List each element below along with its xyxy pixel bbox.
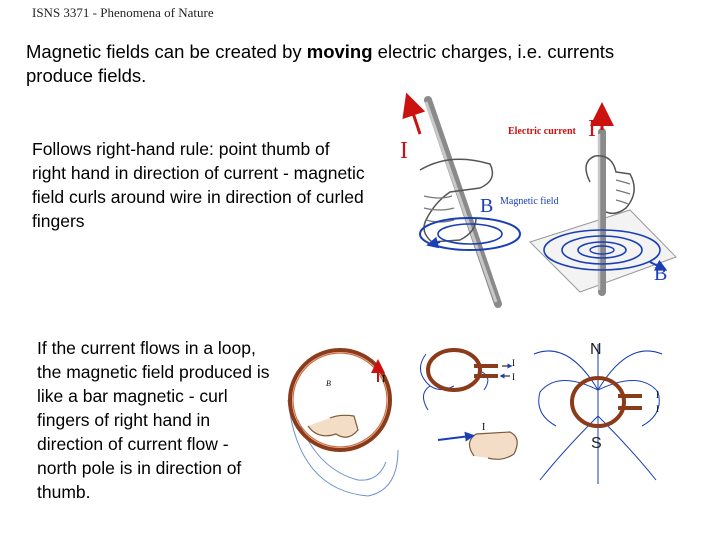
label-b-bottom: B [654,263,668,285]
lead3-top [618,394,642,398]
loop-panel-1 [288,350,398,496]
loop3-I-bottom: I [656,404,659,414]
hand-loop-1 [308,415,358,437]
current-symbol-left: I [400,138,408,164]
current-arrow-left [410,104,420,134]
label-north: N [590,341,602,358]
wire-field-figure [380,92,680,314]
label-south: S [591,435,602,452]
p3-field-3 [539,380,598,426]
intro-bold: moving [306,41,373,62]
thumb-arrow [438,436,470,440]
fingers-right [616,180,630,204]
fingers-left [424,196,454,222]
label-electric-current: Electric current [508,126,576,137]
loop-panel-2 [420,350,517,459]
p2-field-2 [423,386,430,410]
current-ring-2 [428,350,480,390]
label-magnetic-field: Magnetic field [500,196,559,207]
hand-right [586,156,634,214]
loop2-I-bottom: I [512,372,515,382]
loop-panel-3 [534,341,662,484]
loop-text: If the current flows in a loop, the magnetic field produced is like a bar magnetic - curl fingers of right hand in direction of current flow - north pole is in direction of thumb. [37,338,270,502]
right-hand-rule-text: Follows right-hand rule: point thumb of right hand in direction of current - magnetic field curls around wire in direction of curled fingers [32,139,365,231]
current-symbol-right: I [588,116,596,142]
loop-field-figure [278,330,670,510]
p3-field-4 [598,380,659,426]
hand-loop-2 [469,432,517,459]
loop3-I-top: I [656,390,659,400]
lead-top [474,364,498,368]
loop1-I: I [382,374,386,385]
lead-bottom [474,374,498,378]
intro-paragraph [26,40,686,88]
loop2-I-hand: I [482,422,486,433]
loop1-B: B [326,379,331,388]
lead3-bottom [618,406,642,410]
p3-field-1 [534,351,598,390]
p3-field-2 [598,351,662,390]
label-b-left: B [480,195,494,217]
intro-pre: Magnetic fields can be created by [26,41,307,62]
loop2-I-top: I [512,358,515,368]
intro-post: electric charges, i.e. currents produce fields. [26,41,615,86]
course-header: ISNS 3371 - Phenomena of Nature [32,5,214,20]
